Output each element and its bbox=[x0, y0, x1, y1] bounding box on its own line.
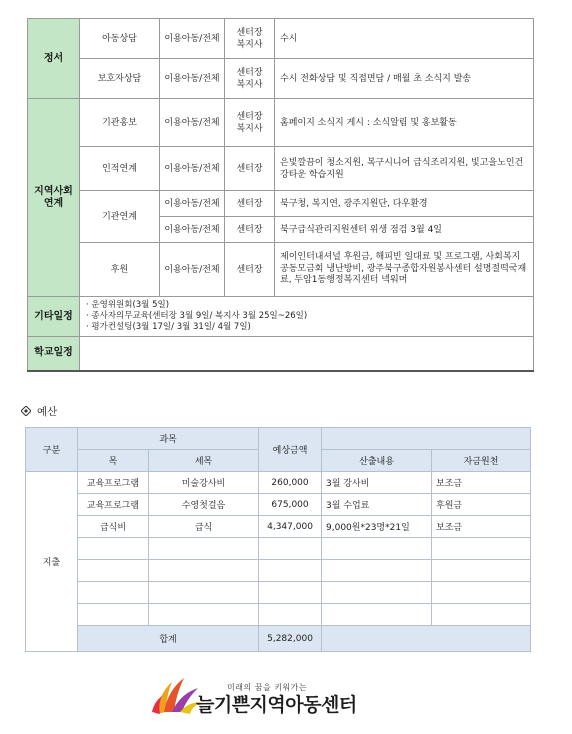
header-gwamok: 과목 bbox=[78, 428, 259, 450]
table-row bbox=[28, 297, 534, 337]
item-cell: 후원 bbox=[80, 243, 160, 297]
budget-heading-text: 예산 bbox=[37, 406, 58, 418]
school-cell bbox=[80, 337, 534, 371]
budget-table bbox=[25, 427, 531, 652]
empty-cell bbox=[259, 604, 322, 626]
empty-cell bbox=[259, 560, 322, 582]
source-cell: 보조금 bbox=[432, 516, 531, 538]
etc-line: · 종사자의무교육(센터장 3월 9일/ 복지사 3월 25일~26일) bbox=[86, 311, 308, 321]
header-semok: 세목 bbox=[149, 450, 259, 472]
empty-cell bbox=[432, 582, 531, 604]
empty-cell bbox=[149, 560, 259, 582]
empty-cell bbox=[322, 604, 432, 626]
amount-cell: 675,000 bbox=[259, 494, 322, 516]
empty-cell bbox=[259, 538, 322, 560]
empty-cell bbox=[432, 604, 531, 626]
item-cell: 기관홍보 bbox=[80, 99, 160, 147]
staff-cell: 센터장 bbox=[225, 217, 275, 243]
logo-name: 늘기쁜지역아동센터 bbox=[196, 694, 357, 716]
target-cell: 이용아동/전체 bbox=[160, 99, 225, 147]
empty-cell bbox=[149, 582, 259, 604]
item-cell: 기관연계 bbox=[80, 191, 160, 243]
etc-cell bbox=[80, 297, 534, 337]
target-cell: 이용아동/전체 bbox=[160, 191, 225, 217]
etc-line: · 평가컨설팅(3월 17일/ 3월 31일/ 4월 7일) bbox=[86, 322, 251, 332]
table-row bbox=[28, 147, 534, 191]
staff-cell: 센터장 bbox=[225, 243, 275, 297]
table-row bbox=[28, 59, 534, 99]
detail-cell: 수시 bbox=[275, 19, 534, 59]
source-cell: 보조금 bbox=[432, 472, 531, 494]
item-cell: 아동상담 bbox=[80, 19, 160, 59]
semok-cell: 급식 bbox=[149, 516, 259, 538]
etc-label: 기타일정 bbox=[28, 297, 80, 337]
detail-cell: 북구급식관리지원센터 위생 점검 3월 4일 bbox=[275, 217, 534, 243]
empty-cell bbox=[78, 538, 149, 560]
mok-cell: 급식비 bbox=[78, 516, 149, 538]
logo-tagline: 미래의 꿈을 키워가는 bbox=[227, 683, 308, 692]
staff-cell: 센터장 bbox=[225, 147, 275, 191]
diamond-icon bbox=[21, 406, 31, 418]
table-row bbox=[28, 191, 534, 217]
staff-cell: 센터장 복지사 bbox=[225, 59, 275, 99]
table-row bbox=[28, 99, 534, 147]
mok-cell: 교육프로그램 bbox=[78, 494, 149, 516]
empty-cell bbox=[322, 582, 432, 604]
staff-cell: 센터장 복지사 bbox=[225, 19, 275, 59]
header-mok: 목 bbox=[78, 450, 149, 472]
total-amount: 5,282,000 bbox=[259, 626, 322, 652]
semok-cell: 미술강사비 bbox=[149, 472, 259, 494]
detail-cell: 은빛깔끔이 청소지원, 복구시니어 급식조리지원, 빛고을노인건강타운 학습지원 bbox=[275, 147, 534, 191]
header-amount: 예상금액 bbox=[259, 428, 322, 472]
target-cell: 이용아동/전체 bbox=[160, 243, 225, 297]
budget-heading bbox=[21, 404, 57, 419]
detail-cell: 3월 강사비 bbox=[322, 472, 432, 494]
detail-cell: 제이인터내셔널 후원금, 해피빈 일대료 및 프로그램, 사회복지공동모금회 냉난방비, 광주북구종합자원봉사센터 설명절떡국재료, 두암1동행정복지센터 넥워머 bbox=[275, 243, 534, 297]
empty-cell bbox=[432, 538, 531, 560]
total-row bbox=[26, 626, 531, 652]
source-cell: 후원금 bbox=[432, 494, 531, 516]
total-blank bbox=[322, 626, 531, 652]
table-row bbox=[28, 337, 534, 371]
empty-cell bbox=[322, 560, 432, 582]
empty-cell bbox=[78, 582, 149, 604]
table-row bbox=[26, 472, 531, 494]
empty-cell bbox=[149, 604, 259, 626]
item-cell: 인적연계 bbox=[80, 147, 160, 191]
item-cell: 보호자상담 bbox=[80, 59, 160, 99]
empty-cell bbox=[78, 604, 149, 626]
amount-cell: 260,000 bbox=[259, 472, 322, 494]
empty-cell bbox=[149, 538, 259, 560]
amount-cell: 4,347,000 bbox=[259, 516, 322, 538]
mok-cell: 교육프로그램 bbox=[78, 472, 149, 494]
table-row bbox=[26, 516, 531, 538]
etc-line: · 운영위원회(3월 5일) bbox=[86, 300, 170, 310]
table-row bbox=[26, 604, 531, 626]
empty-cell bbox=[322, 538, 432, 560]
logo-mark-icon bbox=[150, 672, 202, 718]
table-row bbox=[28, 19, 534, 59]
table-row bbox=[26, 494, 531, 516]
staff-cell: 센터장 복지사 bbox=[225, 99, 275, 147]
detail-cell: 수시 전화상담 및 직접면담 / 매월 초 소식지 발송 bbox=[275, 59, 534, 99]
header-detail: 산출내용 bbox=[322, 450, 432, 472]
section-label: 지출 bbox=[26, 472, 78, 652]
table-row bbox=[28, 243, 534, 297]
category-cell: 정서 bbox=[28, 19, 80, 99]
target-cell: 이용아동/전체 bbox=[160, 19, 225, 59]
schedule-table bbox=[27, 18, 534, 372]
table-row bbox=[26, 560, 531, 582]
table-row bbox=[26, 428, 531, 450]
detail-cell: 9,000원*23명*21일 bbox=[322, 516, 432, 538]
target-cell: 이용아동/전체 bbox=[160, 147, 225, 191]
table-row bbox=[26, 582, 531, 604]
target-cell: 이용아동/전체 bbox=[160, 217, 225, 243]
empty-cell bbox=[432, 560, 531, 582]
total-label: 합계 bbox=[78, 626, 259, 652]
table-row bbox=[26, 538, 531, 560]
semok-cell: 수영첫걸음 bbox=[149, 494, 259, 516]
target-cell: 이용아동/전체 bbox=[160, 59, 225, 99]
staff-cell: 센터장 bbox=[225, 191, 275, 217]
school-label: 학교일정 bbox=[28, 337, 80, 371]
detail-cell: 북구청, 복지연, 광주지원단, 다우환경 bbox=[275, 191, 534, 217]
category-cell: 지역사회 연계 bbox=[28, 99, 80, 297]
header-source: 자금원천 bbox=[432, 450, 531, 472]
empty-cell bbox=[78, 560, 149, 582]
detail-cell: 3월 수업료 bbox=[322, 494, 432, 516]
empty-cell bbox=[259, 582, 322, 604]
detail-cell: 홈페이지 소식지 게시 : 소식알림 및 홍보활동 bbox=[275, 99, 534, 147]
header-blank bbox=[322, 428, 531, 450]
header-gubun: 구분 bbox=[26, 428, 78, 472]
